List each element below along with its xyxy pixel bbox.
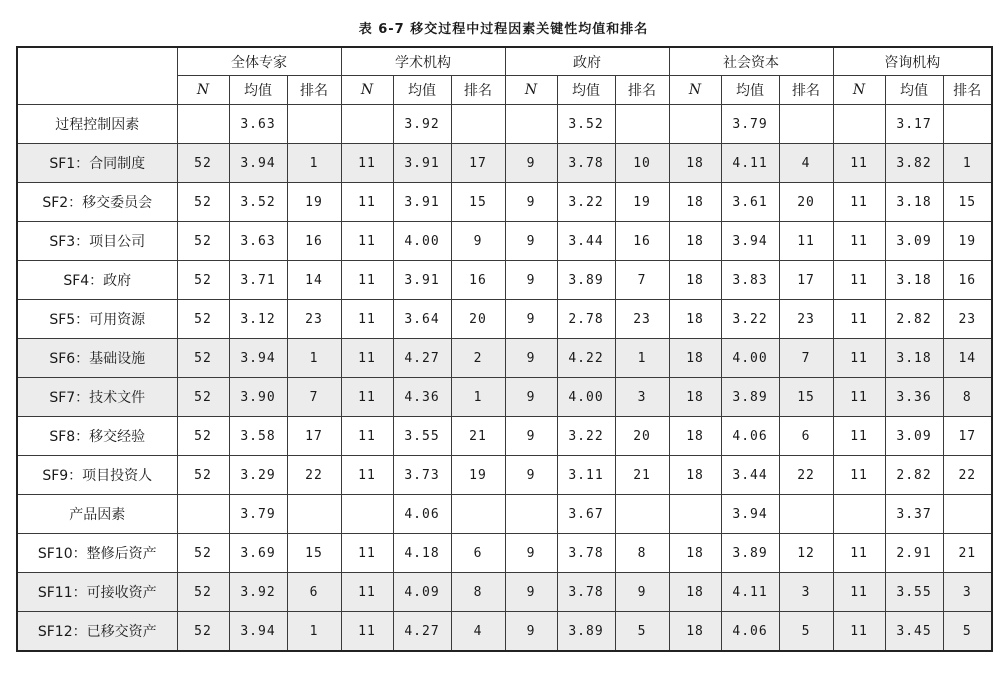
mean-cell: 4.22: [557, 339, 615, 378]
rank-cell: [943, 495, 992, 534]
mean-cell: 3.94: [721, 222, 779, 261]
row-label: SF4：政府: [17, 261, 177, 300]
mean-cell: 3.29: [229, 456, 287, 495]
mean-cell: 4.36: [393, 378, 451, 417]
sample-size-cell: 9: [505, 417, 557, 456]
rank-cell: 1: [451, 378, 505, 417]
mean-cell: 2.82: [885, 300, 943, 339]
rank-cell: [451, 105, 505, 144]
rank-cell: 23: [615, 300, 669, 339]
row-label: SF5：可用资源: [17, 300, 177, 339]
table-caption: 表 6-7 移交过程中过程因素关键性均值和排名: [358, 22, 649, 37]
sample-size-cell: 52: [177, 300, 229, 339]
rank-cell: 4: [451, 612, 505, 652]
rank-cell: 12: [779, 534, 833, 573]
row-label: 过程控制因素: [17, 105, 177, 144]
sample-size-cell: 52: [177, 417, 229, 456]
rank-cell: 5: [779, 612, 833, 652]
mean-cell: 3.82: [885, 144, 943, 183]
row-label: SF9：项目投资人: [17, 456, 177, 495]
sample-size-cell: 11: [833, 222, 885, 261]
sample-size-cell: 11: [341, 417, 393, 456]
mean-cell: 3.11: [557, 456, 615, 495]
rank-cell: 10: [615, 144, 669, 183]
mean-cell: 4.00: [393, 222, 451, 261]
mean-cell: 4.06: [393, 495, 451, 534]
sample-size-cell: 18: [669, 417, 721, 456]
sample-size-cell: [505, 495, 557, 534]
table-row: [17, 495, 992, 534]
rank-cell: [779, 105, 833, 144]
sample-size-cell: 9: [505, 456, 557, 495]
table-row: [17, 300, 992, 339]
rank-cell: 23: [779, 300, 833, 339]
sample-size-cell: 52: [177, 534, 229, 573]
rank-cell: 17: [287, 417, 341, 456]
mean-cell: 3.63: [229, 222, 287, 261]
rank-cell: 9: [615, 573, 669, 612]
rank-cell: 8: [615, 534, 669, 573]
mean-cell: 3.89: [557, 612, 615, 652]
sample-size-cell: 9: [505, 573, 557, 612]
rank-cell: 15: [779, 378, 833, 417]
sample-size-cell: 18: [669, 612, 721, 652]
sample-size-cell: 11: [833, 534, 885, 573]
rank-cell: [943, 105, 992, 144]
mean-cell: 3.55: [393, 417, 451, 456]
rank-cell: 20: [615, 417, 669, 456]
sample-size-cell: 11: [833, 183, 885, 222]
sample-size-cell: 18: [669, 261, 721, 300]
mean-cell: 3.22: [557, 183, 615, 222]
rank-cell: 8: [451, 573, 505, 612]
corner-cell: [17, 47, 177, 105]
sample-size-cell: [341, 105, 393, 144]
sample-size-cell: 52: [177, 456, 229, 495]
mean-header: 均值: [393, 76, 451, 105]
rank-cell: 3: [943, 573, 992, 612]
sample-size-cell: [669, 105, 721, 144]
mean-cell: 3.83: [721, 261, 779, 300]
row-label: SF10：整修后资产: [17, 534, 177, 573]
mean-cell: 3.92: [393, 105, 451, 144]
rank-cell: 6: [779, 417, 833, 456]
sample-size-cell: 18: [669, 339, 721, 378]
rank-cell: 1: [287, 144, 341, 183]
mean-cell: 3.94: [229, 144, 287, 183]
mean-cell: 2.78: [557, 300, 615, 339]
rank-cell: 22: [287, 456, 341, 495]
mean-cell: 3.61: [721, 183, 779, 222]
sample-size-cell: 52: [177, 144, 229, 183]
sample-size-cell: [833, 105, 885, 144]
mean-cell: 3.78: [557, 534, 615, 573]
sample-size-cell: 11: [833, 612, 885, 652]
mean-cell: 4.11: [721, 144, 779, 183]
sample-size-cell: 9: [505, 339, 557, 378]
rank-cell: [615, 495, 669, 534]
rank-cell: 5: [615, 612, 669, 652]
rank-header: 排名: [451, 76, 505, 105]
mean-cell: 3.55: [885, 573, 943, 612]
mean-cell: 4.09: [393, 573, 451, 612]
sample-size-cell: 11: [833, 456, 885, 495]
sample-size-cell: 9: [505, 300, 557, 339]
mean-cell: 3.18: [885, 261, 943, 300]
sample-size-cell: [505, 105, 557, 144]
rank-cell: 6: [451, 534, 505, 573]
row-label: SF7：技术文件: [17, 378, 177, 417]
mean-cell: 3.12: [229, 300, 287, 339]
sample-size-cell: 11: [341, 183, 393, 222]
mean-cell: 3.58: [229, 417, 287, 456]
group-header: 咨询机构: [833, 47, 992, 76]
sample-size-cell: [833, 495, 885, 534]
rank-header: 排名: [943, 76, 992, 105]
mean-cell: 3.94: [229, 339, 287, 378]
sample-size-cell: 11: [341, 222, 393, 261]
mean-cell: 3.79: [229, 495, 287, 534]
sample-size-cell: 9: [505, 183, 557, 222]
mean-cell: 3.89: [721, 534, 779, 573]
mean-cell: 3.09: [885, 222, 943, 261]
rank-cell: 19: [451, 456, 505, 495]
mean-cell: 4.06: [721, 417, 779, 456]
rank-cell: 15: [451, 183, 505, 222]
rank-cell: 21: [943, 534, 992, 573]
rank-header: 排名: [779, 76, 833, 105]
mean-cell: 3.44: [721, 456, 779, 495]
group-header: 学术机构: [341, 47, 505, 76]
rank-cell: [451, 495, 505, 534]
sample-size-cell: 18: [669, 378, 721, 417]
sample-size-cell: 11: [341, 456, 393, 495]
table-row: [17, 612, 992, 652]
sample-size-header: N: [833, 76, 885, 105]
sample-size-cell: 18: [669, 456, 721, 495]
rank-cell: 15: [943, 183, 992, 222]
group-header-row: [17, 47, 992, 76]
sample-size-cell: 11: [341, 144, 393, 183]
rank-cell: 1: [615, 339, 669, 378]
sample-size-cell: [177, 105, 229, 144]
rank-cell: 3: [615, 378, 669, 417]
mean-cell: 3.37: [885, 495, 943, 534]
mean-cell: 3.52: [229, 183, 287, 222]
sample-size-header: N: [669, 76, 721, 105]
mean-cell: 3.22: [557, 417, 615, 456]
rank-cell: 2: [451, 339, 505, 378]
rank-cell: 1: [287, 339, 341, 378]
sample-size-cell: 9: [505, 144, 557, 183]
rank-cell: 16: [451, 261, 505, 300]
rank-cell: 21: [615, 456, 669, 495]
rank-cell: 17: [779, 261, 833, 300]
mean-header: 均值: [557, 76, 615, 105]
row-label: SF3：项目公司: [17, 222, 177, 261]
sample-size-cell: 11: [833, 417, 885, 456]
mean-cell: 4.06: [721, 612, 779, 652]
rank-cell: 19: [943, 222, 992, 261]
mean-cell: 3.18: [885, 183, 943, 222]
rank-cell: 3: [779, 573, 833, 612]
sample-size-cell: 52: [177, 378, 229, 417]
sample-size-cell: 11: [341, 339, 393, 378]
rank-cell: 21: [451, 417, 505, 456]
rank-cell: 22: [943, 456, 992, 495]
row-label: SF12：已移交资产: [17, 612, 177, 652]
rank-cell: 4: [779, 144, 833, 183]
sample-size-cell: [669, 495, 721, 534]
sample-size-cell: 11: [341, 261, 393, 300]
table-row: [17, 339, 992, 378]
sample-size-cell: 11: [341, 612, 393, 652]
sample-size-cell: 11: [833, 339, 885, 378]
rank-cell: [615, 105, 669, 144]
mean-cell: 3.92: [229, 573, 287, 612]
sample-size-cell: 9: [505, 261, 557, 300]
sample-size-cell: [341, 495, 393, 534]
sample-size-header: N: [341, 76, 393, 105]
group-header: 全体专家: [177, 47, 341, 76]
rank-cell: 7: [615, 261, 669, 300]
rank-cell: 1: [943, 144, 992, 183]
rank-cell: [287, 105, 341, 144]
mean-cell: 4.18: [393, 534, 451, 573]
sample-size-cell: 11: [341, 300, 393, 339]
rank-cell: 1: [287, 612, 341, 652]
sample-size-cell: 52: [177, 261, 229, 300]
rank-cell: 14: [287, 261, 341, 300]
mean-cell: 3.91: [393, 261, 451, 300]
rank-cell: 6: [287, 573, 341, 612]
sample-size-cell: 18: [669, 183, 721, 222]
table-row: [17, 222, 992, 261]
table-body: [17, 105, 992, 652]
rank-cell: 23: [943, 300, 992, 339]
sample-size-cell: 11: [833, 573, 885, 612]
rank-cell: 16: [943, 261, 992, 300]
rank-cell: 17: [943, 417, 992, 456]
table-row: [17, 417, 992, 456]
mean-cell: 3.64: [393, 300, 451, 339]
mean-cell: 4.00: [721, 339, 779, 378]
mean-cell: 3.18: [885, 339, 943, 378]
rank-cell: 23: [287, 300, 341, 339]
sample-size-cell: 18: [669, 534, 721, 573]
table-row: [17, 144, 992, 183]
sample-size-cell: 11: [833, 144, 885, 183]
rank-cell: 7: [779, 339, 833, 378]
sample-size-cell: 11: [833, 378, 885, 417]
sample-size-cell: 11: [833, 261, 885, 300]
sample-size-cell: 9: [505, 612, 557, 652]
mean-cell: 3.90: [229, 378, 287, 417]
sample-size-cell: 9: [505, 534, 557, 573]
rank-header: 排名: [615, 76, 669, 105]
sample-size-cell: 52: [177, 183, 229, 222]
mean-cell: 3.89: [557, 261, 615, 300]
mean-cell: 3.94: [229, 612, 287, 652]
rank-cell: 5: [943, 612, 992, 652]
rank-cell: 20: [779, 183, 833, 222]
mean-cell: 3.91: [393, 183, 451, 222]
table-row: [17, 378, 992, 417]
sample-size-cell: 18: [669, 222, 721, 261]
group-header: 政府: [505, 47, 669, 76]
sample-size-cell: 9: [505, 222, 557, 261]
mean-cell: 3.17: [885, 105, 943, 144]
row-label: SF11：可接收资产: [17, 573, 177, 612]
rank-cell: 9: [451, 222, 505, 261]
rank-cell: 22: [779, 456, 833, 495]
sample-size-cell: 52: [177, 573, 229, 612]
sample-size-header: N: [505, 76, 557, 105]
mean-header: 均值: [721, 76, 779, 105]
mean-cell: 4.27: [393, 339, 451, 378]
ranking-table: [16, 46, 993, 652]
sample-size-cell: 11: [833, 300, 885, 339]
row-label: SF8：移交经验: [17, 417, 177, 456]
mean-cell: 4.00: [557, 378, 615, 417]
sample-size-cell: 11: [341, 573, 393, 612]
mean-cell: 3.52: [557, 105, 615, 144]
rank-cell: 19: [287, 183, 341, 222]
table-row: [17, 261, 992, 300]
table-row: [17, 105, 992, 144]
sample-size-cell: 11: [341, 378, 393, 417]
sample-size-cell: 18: [669, 144, 721, 183]
table-row: [17, 534, 992, 573]
table-header: [17, 47, 992, 105]
rank-cell: [779, 495, 833, 534]
mean-cell: 3.09: [885, 417, 943, 456]
mean-cell: 3.91: [393, 144, 451, 183]
rank-cell: 17: [451, 144, 505, 183]
rank-header: 排名: [287, 76, 341, 105]
mean-cell: 4.27: [393, 612, 451, 652]
mean-cell: 3.78: [557, 144, 615, 183]
rank-cell: 7: [287, 378, 341, 417]
row-label: 产品因素: [17, 495, 177, 534]
mean-cell: 3.36: [885, 378, 943, 417]
mean-header: 均值: [885, 76, 943, 105]
table-row: [17, 183, 992, 222]
mean-cell: 3.78: [557, 573, 615, 612]
mean-cell: 3.63: [229, 105, 287, 144]
mean-cell: 3.71: [229, 261, 287, 300]
table-row: [17, 456, 992, 495]
rank-cell: 16: [287, 222, 341, 261]
sample-size-header: N: [177, 76, 229, 105]
sample-size-cell: 52: [177, 612, 229, 652]
mean-cell: 3.44: [557, 222, 615, 261]
row-label: SF2：移交委员会: [17, 183, 177, 222]
mean-cell: 3.73: [393, 456, 451, 495]
row-label: SF6：基础设施: [17, 339, 177, 378]
mean-cell: 2.91: [885, 534, 943, 573]
group-header: 社会资本: [669, 47, 833, 76]
rank-cell: 8: [943, 378, 992, 417]
mean-cell: 2.82: [885, 456, 943, 495]
sample-size-cell: 18: [669, 573, 721, 612]
sample-size-cell: 52: [177, 339, 229, 378]
rank-cell: 20: [451, 300, 505, 339]
mean-cell: 3.67: [557, 495, 615, 534]
sample-size-cell: [177, 495, 229, 534]
mean-header: 均值: [229, 76, 287, 105]
rank-cell: 15: [287, 534, 341, 573]
sample-size-cell: 52: [177, 222, 229, 261]
table-row: [17, 573, 992, 612]
mean-cell: 3.69: [229, 534, 287, 573]
mean-cell: 4.11: [721, 573, 779, 612]
sample-size-cell: 18: [669, 300, 721, 339]
rank-cell: 11: [779, 222, 833, 261]
rank-cell: 14: [943, 339, 992, 378]
mean-cell: 3.22: [721, 300, 779, 339]
rank-cell: 16: [615, 222, 669, 261]
mean-cell: 3.79: [721, 105, 779, 144]
sample-size-cell: 11: [341, 534, 393, 573]
rank-cell: 19: [615, 183, 669, 222]
mean-cell: 3.89: [721, 378, 779, 417]
row-label: SF1：合同制度: [17, 144, 177, 183]
mean-cell: 3.94: [721, 495, 779, 534]
mean-cell: 3.45: [885, 612, 943, 652]
sample-size-cell: 9: [505, 378, 557, 417]
rank-cell: [287, 495, 341, 534]
